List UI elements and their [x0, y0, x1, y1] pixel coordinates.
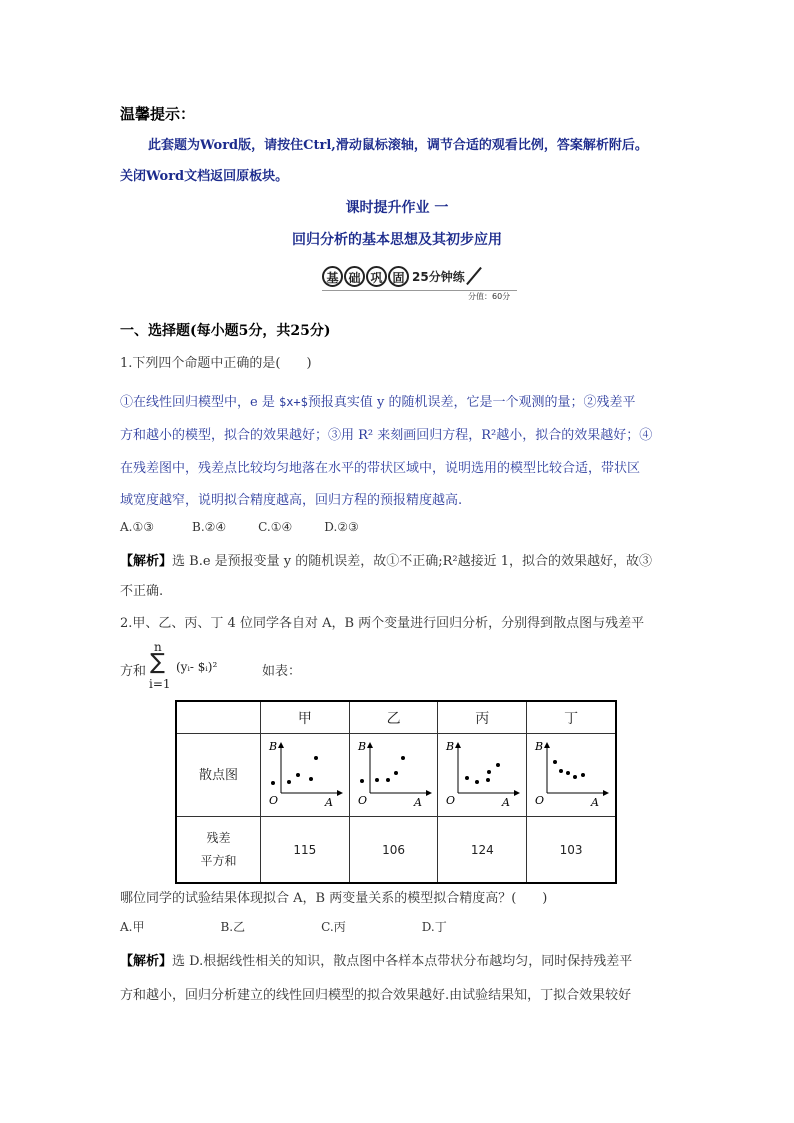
question-2-question: 哪位同学的试验结果体现拟合 A，B 两变量关系的模型拟合精度高？( ) — [120, 891, 548, 906]
data-point — [386, 778, 390, 782]
data-point — [559, 769, 563, 773]
axis-label-o: O — [268, 794, 278, 807]
banner-char: 固 — [388, 266, 409, 287]
question-2-stem-prefix: 方和 — [120, 664, 147, 679]
data-point — [581, 773, 585, 777]
homework-title: 课时提升作业 一 — [345, 200, 449, 216]
data-point — [360, 779, 364, 783]
data-point — [573, 775, 577, 779]
question-1-line-4: 域宽度越窄，说明拟合精度越高，回归方程的预报精度越高. — [120, 493, 463, 508]
residual-value-ding: 103 — [527, 817, 616, 884]
scatter-cell-jia — [261, 734, 350, 817]
table-header-cell: 丁 — [527, 701, 616, 734]
scatter-plot-yi — [356, 738, 432, 808]
option-b[interactable]: B.乙 — [220, 920, 246, 934]
analysis-tag: 【解析】 — [120, 554, 173, 569]
question-1-line-3: 在残差图中，残差点比较均匀地落在水平的带状区域中，说明选用的模型比较合适，带状区 — [120, 461, 641, 476]
q1-text-b: 预报真实值 y 的随机误差，它是一个观测的量；②残差平 — [307, 395, 636, 410]
row-label-line-2: 平方和 — [200, 853, 237, 868]
analysis-tag: 【解析】 — [120, 954, 173, 969]
axis-label-b: B — [268, 740, 277, 753]
question-2-options — [120, 918, 447, 935]
section-title: 一、选择题(每小题5分，共25分) — [120, 323, 331, 339]
option-a[interactable]: A.甲 — [120, 920, 145, 934]
table-row-residual — [176, 817, 616, 884]
option-d[interactable]: D.②③ — [324, 520, 359, 534]
analysis-text: 选 B.e 是预报变量 y 的随机误差，故①不正确;R²越接近 1，拟合的效果越好，故③ — [172, 554, 653, 569]
option-b[interactable]: B.②④ — [192, 520, 227, 534]
row-label-line-1: 残差 — [206, 830, 231, 845]
data-point — [296, 773, 300, 777]
residual-value-yi: 106 — [349, 817, 438, 884]
question-2-stem-line-1: 2.甲、乙、丙、丁 4 位同学各自对 A，B 两个变量进行回归分析，分别得到散点图与残差平 — [120, 616, 645, 631]
scatter-plot-ding — [533, 738, 609, 808]
scatter-cell-ding — [527, 734, 616, 817]
pencil-icon — [466, 267, 482, 285]
tip-line-2: 关闭Word文档返回原板块。 — [120, 169, 289, 184]
axis-label-b: B — [446, 740, 455, 753]
option-c[interactable]: C.①④ — [258, 520, 293, 534]
sigma-symbol: ∑ — [150, 650, 165, 675]
analysis-text: 选 D.根据线性相关的知识，散点图中各样本点带状分布越均匀，同时保持残差平 — [172, 954, 633, 969]
q1-formula: $x+$ — [278, 395, 308, 409]
score-label: 分值：60分 — [468, 292, 511, 301]
row-label-residual — [176, 817, 261, 884]
sum-lower-limit: i=1 — [149, 677, 171, 691]
sum-upper-limit: n — [154, 640, 162, 654]
option-d[interactable]: D.丁 — [421, 920, 447, 934]
section-banner — [322, 264, 475, 288]
banner-char: 巩 — [366, 266, 387, 287]
data-point — [287, 780, 291, 784]
q1-text-a: ①在线性回归模型中，e 是 — [120, 395, 279, 410]
scatter-cell-yi — [349, 734, 438, 817]
scatter-plot-bing — [444, 738, 520, 808]
question-2-stem-suffix: 如表： — [262, 664, 302, 679]
data-point — [553, 760, 557, 764]
table-header-cell: 甲 — [261, 701, 350, 734]
question-2-analysis-line-2: 方和越小，回归分析建立的线性回归模型的拟合效果越好.由试验结果知，丁拟合效果较好 — [120, 988, 632, 1003]
results-table — [175, 700, 617, 884]
axis-label-a: A — [413, 796, 422, 808]
data-point — [496, 763, 500, 767]
axis-label-b: B — [535, 740, 544, 753]
residual-value-jia: 115 — [261, 817, 350, 884]
tip-title: 温馨提示： — [120, 105, 196, 123]
axis-label-o: O — [535, 794, 545, 807]
data-point — [566, 771, 570, 775]
axis-label-a: A — [502, 796, 511, 808]
data-point — [375, 778, 379, 782]
axis-label-o: O — [446, 794, 456, 807]
axis-label-a: A — [324, 796, 333, 808]
row-label-scatter: 散点图 — [176, 734, 261, 817]
question-1-line-2: 方和越小的模型，拟合的效果越好；③用 R² 来刻画回归方程，R²越小，拟合的效果越好；④ — [120, 428, 653, 443]
question-2-analysis-line-1 — [120, 950, 632, 969]
data-point — [486, 778, 490, 782]
sum-body: (yᵢ- $ᵢ)² — [176, 660, 218, 674]
data-point — [475, 780, 479, 784]
table-header-cell — [176, 701, 261, 734]
data-point — [487, 770, 491, 774]
banner-char: 础 — [344, 266, 365, 287]
axis-label-o: O — [357, 794, 367, 807]
scatter-cell-bing — [438, 734, 527, 817]
table-header-cell: 丙 — [438, 701, 527, 734]
question-1-analysis-line-2: 不正确. — [120, 584, 164, 599]
question-1-analysis-line-1 — [120, 550, 652, 569]
table-header-row — [176, 701, 616, 734]
data-point — [465, 776, 469, 780]
question-1-options — [120, 520, 359, 534]
data-point — [314, 756, 318, 760]
data-point — [271, 781, 275, 785]
axis-label-b: B — [357, 740, 366, 753]
data-point — [394, 771, 398, 775]
scatter-plot-jia — [267, 738, 343, 808]
table-header-cell: 乙 — [349, 701, 438, 734]
tip-line-1: 此套题为Word版，请按住Ctrl,滑动鼠标滚轴，调节合适的观看比例，答案解析附后。 — [148, 138, 648, 153]
table-row-scatter — [176, 734, 616, 817]
data-point — [401, 756, 405, 760]
option-c[interactable]: C.丙 — [321, 920, 346, 934]
question-1-line-1 — [120, 391, 635, 410]
data-point — [309, 777, 313, 781]
banner-time: 25分钟练 — [412, 269, 465, 284]
option-a[interactable]: A.①③ — [120, 520, 154, 534]
residual-value-bing: 124 — [438, 817, 527, 884]
banner-chars — [322, 266, 409, 287]
axis-label-a: A — [591, 796, 600, 808]
question-1-stem: 1.下列四个命题中正确的是( ) — [120, 356, 312, 371]
banner-char: 基 — [322, 266, 343, 287]
homework-subtitle: 回归分析的基本思想及其初步应用 — [292, 232, 502, 248]
